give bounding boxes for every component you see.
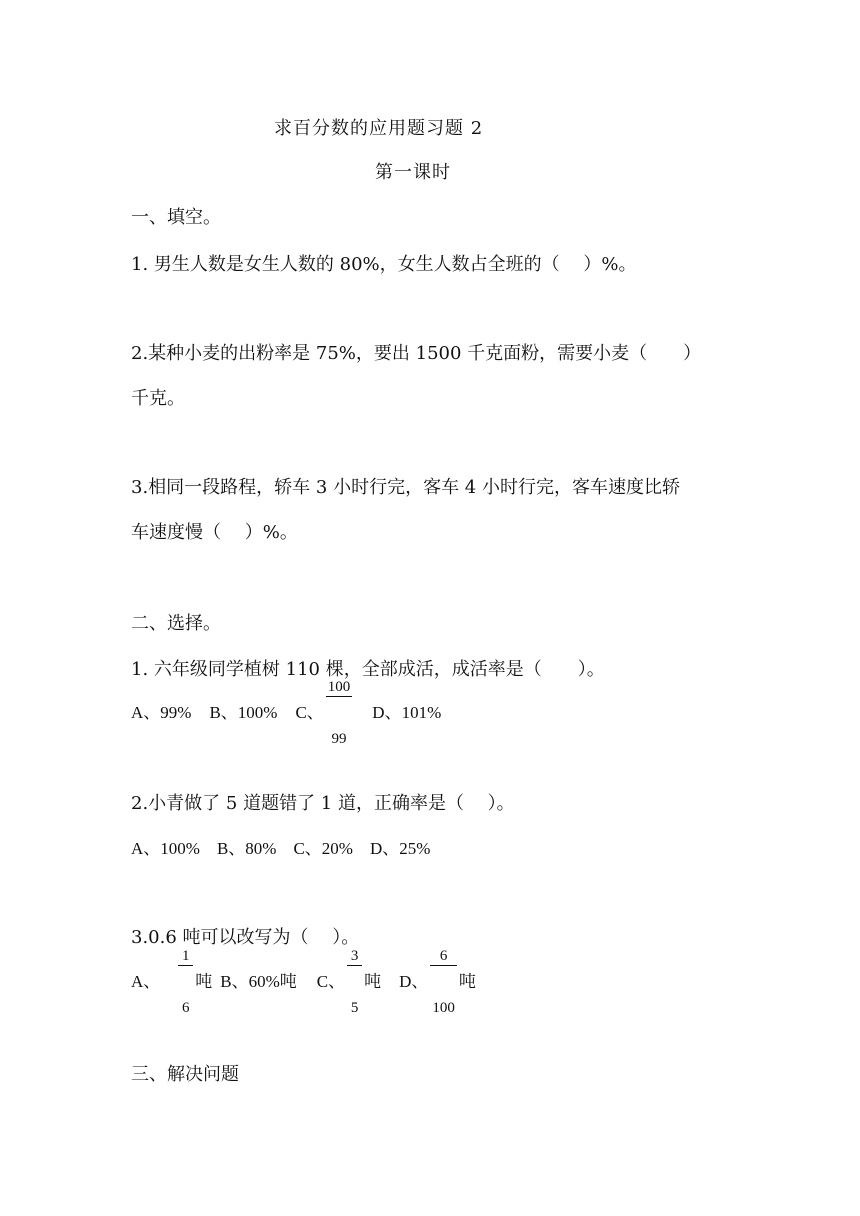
choice-question-3-options bbox=[131, 947, 476, 1016]
choice-question-3: 3.0.6 吨可以改写为（ ）。 bbox=[131, 927, 360, 948]
fraction-denominator: 5 bbox=[350, 999, 359, 1016]
option-b: B、60%吨 bbox=[220, 972, 297, 991]
fraction-numerator: 1 bbox=[178, 948, 193, 966]
section-heading-fill-blank: 一、填空。 bbox=[131, 207, 221, 228]
option-d-prefix: D、 bbox=[399, 972, 429, 991]
page-title: 求百分数的应用题习题 2 bbox=[274, 118, 484, 139]
fill-question-2-line2: 千克。 bbox=[131, 388, 185, 409]
fill-question-3-line1: 3.相同一段路程，轿车 3 小时行完，客车 4 小时行完，客车速度比轿 bbox=[131, 477, 680, 498]
fraction-denominator: 6 bbox=[182, 999, 190, 1016]
choice-question-2: 2.小青做了 5 道题错了 1 道，正确率是（ ）。 bbox=[131, 793, 515, 814]
fraction-numerator: 3 bbox=[347, 948, 362, 966]
choice-question-1: 1. 六年级同学植树 110 棵，全部成活，成活率是（ ）。 bbox=[131, 659, 605, 680]
section-heading-choice: 二、选择。 bbox=[131, 613, 221, 634]
fill-question-1: 1. 男生人数是女生人数的 80%，女生人数占全班的（ ）%。 bbox=[131, 254, 637, 275]
section-heading-problems: 三、解决问题 bbox=[131, 1064, 239, 1085]
fill-question-3-line2: 车速度慢（ ）%。 bbox=[131, 522, 298, 543]
option-c-prefix: C、 bbox=[316, 972, 346, 991]
option-c-fraction bbox=[347, 914, 362, 1051]
option-a: A、99% bbox=[131, 703, 192, 722]
option-a-prefix: A、 bbox=[131, 972, 161, 991]
option-a-fraction bbox=[178, 914, 193, 1051]
option-b: B、100% bbox=[209, 703, 278, 722]
option-d-unit: 吨 bbox=[458, 972, 476, 992]
fraction-denominator: 100 bbox=[432, 999, 455, 1016]
fill-question-2-line1: 2.某种小麦的出粉率是 75%，要出 1500 千克面粉，需要小麦（ ） bbox=[131, 343, 702, 364]
choice-question-1-options bbox=[131, 678, 442, 747]
page-subtitle: 第一课时 bbox=[375, 162, 451, 183]
option-c-fraction bbox=[326, 645, 353, 782]
option-c-prefix: C、 bbox=[295, 703, 324, 722]
option-d: D、101% bbox=[372, 703, 442, 722]
fraction-numerator: 100 bbox=[327, 678, 351, 695]
option-a-unit: 吨 bbox=[195, 972, 213, 992]
fraction-denominator: 99 bbox=[331, 730, 347, 747]
choice-question-2-options: A、100% B、80% C、20% D、25% bbox=[131, 839, 431, 858]
fraction-numerator: 6 bbox=[430, 948, 457, 966]
option-c-unit: 吨 bbox=[364, 972, 382, 992]
option-d-fraction bbox=[430, 914, 457, 1051]
